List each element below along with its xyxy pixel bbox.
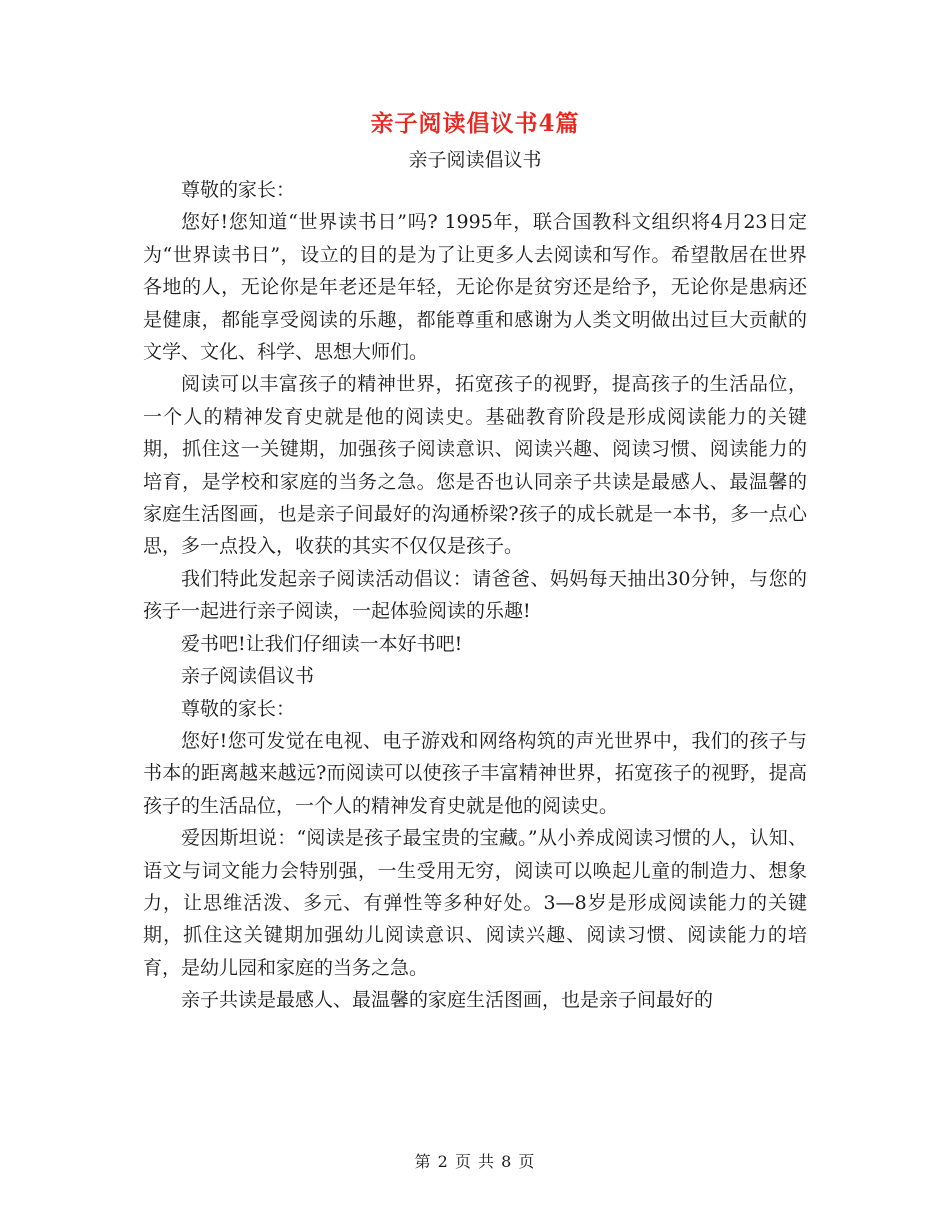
document-body [143, 174, 807, 1017]
paragraph: 您好!您知道“世界读书日”吗? 1995年，联合国教科文组织将4月23日定为“世界读书日”，设立的目的是为了让更多人去阅读和写作。希望散居在世界各地的人，无论你是年老还是年轻，无论你是贫穷还是给予，无论你是患病还是健康，都能享受阅读的乐趣，都能尊重和感谢为人类文明做出过巨大贡献的文学、文化、科学、思想大师们。 [143, 211, 807, 364]
document-title: 亲子阅读倡议书4篇 [370, 110, 580, 137]
paragraph: 您好!您可发觉在电视、电子游戏和网络构筑的声光世界中，我们的孩子与书本的距离越来越远?而阅读可以使孩子丰富精神世界，拓宽孩子的视野，提高孩子的生活品位，一个人的精神发育史就是他的阅读史。 [143, 729, 807, 817]
paragraph: 爱书吧!让我们仔细读一本好书吧! [181, 632, 463, 655]
document-subtitle: 亲子阅读倡议书 [408, 149, 542, 171]
paragraph: 爱因斯坦说：“阅读是孩子最宝贵的宝藏。”从小养成阅读习惯的人，认知、语文与词文能力会特别强，一生受用无穷，阅读可以唤起儿童的制造力、想象力，让思维活泼、多元、有弹性等多种好处。3—8岁是形成阅读能力的关键期，抓住这关键期加强幼儿阅读意识、阅读兴趣、阅读习惯、阅读能力的培育，是幼儿园和家庭的当务之急。 [143, 827, 807, 979]
page-footer: 第 2 页 共 8 页 [414, 1152, 536, 1171]
paragraph: 亲子共读是最感人、最温馨的家庭生活图画，也是亲子间最好的 [181, 989, 714, 1012]
salutation: 尊敬的家长： [181, 179, 296, 201]
salutation: 尊敬的家长： [181, 697, 296, 720]
paragraph: 我们特此发起亲子阅读活动倡议：请爸爸、妈妈每天抽出30分钟，与您的孩子一起进行亲子阅读，一起体验阅读的乐趣! [143, 567, 807, 623]
section-heading: 亲子阅读倡议书 [181, 665, 315, 688]
paragraph: 阅读可以丰富孩子的精神世界，拓宽孩子的视野，提高孩子的生活品位，一个人的精神发育史就是他的阅读史。基础教育阶段是形成阅读能力的关键期，抓住这一关键期，加强孩子阅读意识、阅读兴趣、阅读习惯、阅读能力的培育，是学校和家庭的当务之急。您是否也认同亲子共读是最感人、最温馨的家庭生活图画，也是亲子间最好的沟通桥梁?孩子的成长就是一本书，多一点心思，多一点投入，收获的其实不仅仅是孩子。 [143, 373, 807, 558]
